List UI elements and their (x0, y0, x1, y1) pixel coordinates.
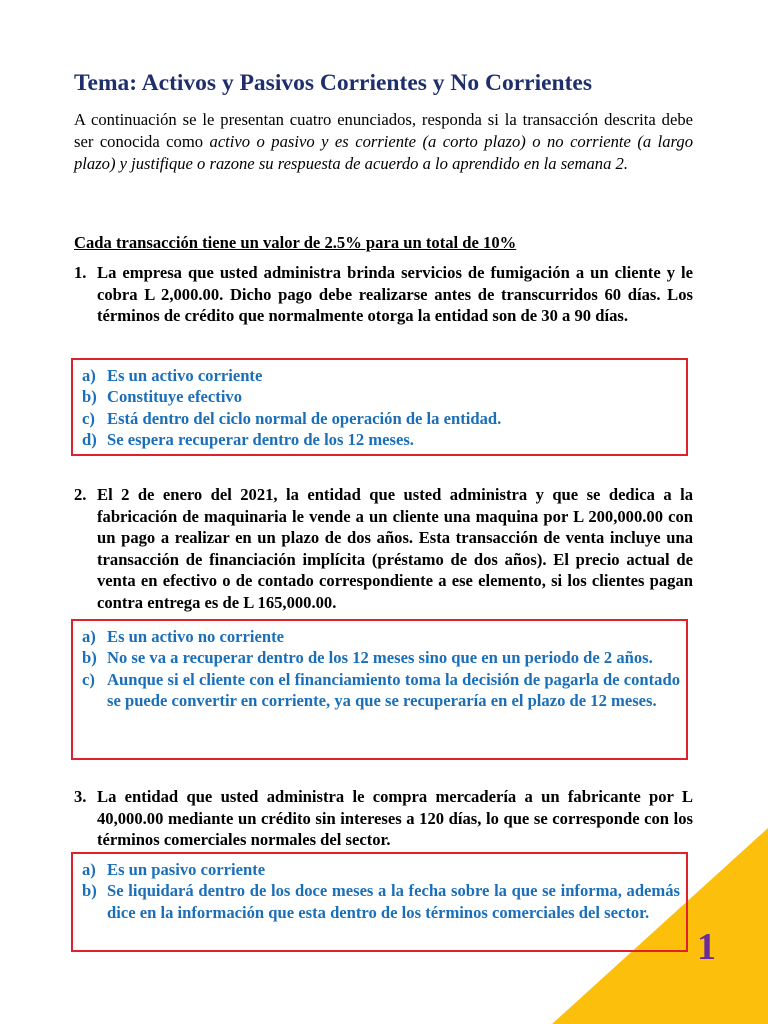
intro-paragraph: A continuación se le presentan cuatro enunciados, responda si la transacción descrita debe ser conocida como activo o pasivo y es corriente (a corto plazo) o no corriente (a largo plazo) y justifique o razone su respuesta de acuerdo a lo aprendido en la semana 2. (74, 110, 693, 173)
answer-item: a) Es un activo no corriente (82, 627, 284, 646)
question-1 (74, 262, 693, 327)
answer-item: c) Está dentro del ciclo normal de operación de la entidad. (82, 408, 502, 428)
answer-item: c) Aunque si el cliente con el financiamiento toma la decisión de pagarla de contado se puede convertir en corriente, ya que se recuperaría en el plazo de 12 meses. (82, 669, 680, 711)
question-number: 2. (74, 485, 87, 504)
question-text: El 2 de enero del 2021, la entidad que usted administra y que se dedica a la fabricación de maquinaria le vende a un cliente una maquina por L 200,000.00 con un pago a realizar en un plazo de dos años. Esta transacción de venta incluye una transacción de financiación implícita (préstamo de dos años). El precio actual de venta en efectivo o de contado correspondiente a ese elemento, si los clientes pagan contra entrega es de L 165,000.00. (97, 485, 693, 612)
page-number: 1 (697, 926, 716, 968)
question-3 (74, 786, 693, 851)
document-title: Tema: Activos y Pasivos Corrientes y No Corrientes (74, 70, 592, 96)
answer-item: a) Es un pasivo corriente (82, 860, 266, 879)
answer-box-1 (71, 358, 688, 456)
answer-box-3 (71, 852, 688, 952)
answer-box-2 (71, 619, 688, 760)
answer-item: b) Constituye efectivo (82, 387, 243, 407)
answer-item: b) No se va a recuperar dentro de los 12 meses sino que en un periodo de 2 años. (82, 648, 653, 668)
answer-item: b) Se liquidará dentro de los doce meses a la fecha sobre la que se informa, además dice en la información que esta dentro de los términos comerciales del sector. (82, 881, 680, 922)
answer-item: a) Es un activo corriente (82, 366, 263, 385)
question-2 (74, 484, 693, 613)
question-number: 3. (74, 787, 87, 806)
question-text: La entidad que usted administra le compra mercadería a un fabricante por L 40,000.00 mediante un crédito sin intereses a 120 días, lo que se corresponde con los términos comerciales normales del sector. (97, 787, 693, 849)
question-number: 1. (74, 263, 87, 282)
question-text: La empresa que usted administra brinda servicios de fumigación a un cliente y le cobra L 2,000.00. Dicho pago debe realizarse antes de transcurridos 60 días. Los términos de crédito que normalmente otorga la entidad son de 30 a 90 días. (97, 263, 693, 325)
grading-note: Cada transacción tiene un valor de 2.5% para un total de 10% (74, 233, 517, 252)
answer-item: d) Se espera recuperar dentro de los 12 meses. (82, 430, 414, 450)
